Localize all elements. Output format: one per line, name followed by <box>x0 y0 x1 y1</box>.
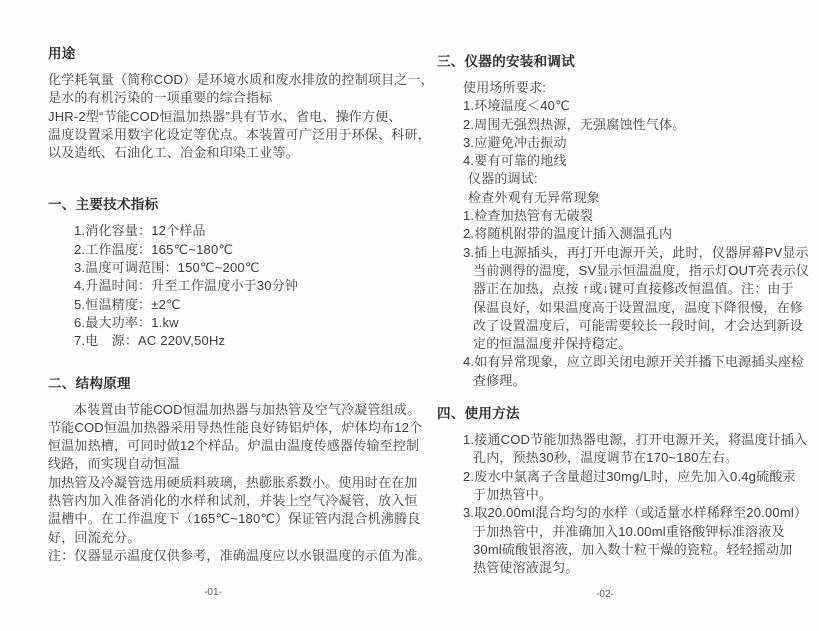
text-line: 仪器的调试: <box>468 171 538 187</box>
text-line: 孔内，预热30秒，温度调节在170~180左右。 <box>473 450 739 466</box>
text-line: 热管内加入准备消化的水样和试剂，并装上空气冷凝管，放入恒 <box>48 493 418 509</box>
section-heading-installation-debugging: 三、仪器的安装和调试 <box>437 54 575 69</box>
text-line: 2.周围无强烈热源，无强腐蚀性气体。 <box>463 116 686 132</box>
section-usage <box>48 44 434 162</box>
text-line: 3.插上电源插头，再打开电源开关，此时，仪器屏幕PV显示 <box>463 244 809 260</box>
section-body-technical-specs <box>48 222 400 350</box>
page-number-02: -02- <box>596 589 614 600</box>
text-line: 节能COD恒温加热器采用导热性能良好铸铝炉体，炉体均布12个 <box>48 419 423 435</box>
text-line: 好，回流充分。 <box>48 529 141 545</box>
section-heading-technical-specs: 一、主要技术指标 <box>48 197 159 213</box>
section-structure-principle <box>48 374 431 566</box>
text-line: 改了设置温度后，可能需要较长一段时间，才会达到新设 <box>473 317 804 333</box>
text-line: 2.将随机附带的温度计插入测温孔内 <box>463 226 673 242</box>
text-line: 定的恒温温度并保持稳定。 <box>473 336 632 352</box>
text-line: JHR-2型“节能COD恒温加热器”具有节水、省电、操作方便、 <box>48 108 402 124</box>
text-line: 本装置由节能COD恒温加热器与加热管及空气冷凝管组成。 <box>74 401 421 417</box>
page-01-column <box>48 44 434 565</box>
section-heading-structure-principle: 二、结构原理 <box>48 375 131 391</box>
text-line: 当前测得的温度，SV显示恒温温度，指示灯OUT亮表示仪 <box>473 262 810 278</box>
section-body-installation-debugging <box>437 79 810 390</box>
text-line: 1.消化容量：12个样品 <box>74 223 206 239</box>
text-line: 使用场所要求: <box>463 80 547 95</box>
text-line: 器正在加热，点按 ↑或↓键可直接修改恒温值。注：由于 <box>473 281 794 297</box>
text-line: 3.应避免冲击振动 <box>463 134 567 150</box>
text-line: 加热管及冷凝管选用硬质料玻璃，热膨胀系数小。使用时在在加 <box>48 474 418 490</box>
section-body-usage-method <box>437 431 807 577</box>
text-line: 3.温度可调范围：150℃~200℃ <box>74 260 260 276</box>
text-line: 以及造纸、石油化工、冶金和印染工业等。 <box>48 145 299 161</box>
text-line: 是水的有机污染的一项重要的综合指标 <box>48 90 273 106</box>
text-line: 6.最大功率：1.kw <box>74 314 179 330</box>
section-body-structure-principle <box>48 401 431 566</box>
text-line: 于加热管中。 <box>473 486 553 502</box>
text-line: 3.取20.00ml混合均匀的水样（或适量水样稀释至20.00ml） <box>463 505 808 521</box>
section-body-usage <box>48 71 434 162</box>
text-line: 温度设置采用数字化设定等优点。本装置可广泛用于环保、科研， <box>48 126 431 142</box>
text-line: 注：仪器显示温度仅供参考，准确温度应以水银温度的示值为准。 <box>48 547 431 563</box>
text-line: 30ml硫酸银溶液，加入数十粒干燥的瓷粒。轻轻摇动加 <box>473 541 793 557</box>
text-line: 检查外观有无异常现象 <box>468 189 601 205</box>
text-line: 4.如有异常现象，应立即关闭电源开关并播下电源插头座检 <box>463 354 805 370</box>
text-line: 1.环境温度＜40℃ <box>463 98 570 114</box>
text-line: 温槽中。在工作温度下（165℃~180℃）保证管内混合机沸腾良 <box>48 511 421 527</box>
section-technical-specs <box>48 195 400 350</box>
text-line: 2.废水中氯离子含量超过30mg/L时，应先加入0.4g硫酸汞 <box>463 468 796 484</box>
text-line: 化学耗氧量（简称COD）是环境水质和废水排放的控制项目之一， <box>48 72 434 87</box>
text-line: 热管使溶液混匀。 <box>473 560 579 576</box>
text-line: 1.检查加热管有无破裂 <box>463 208 594 224</box>
section-heading-usage-method: 四、使用方法 <box>437 406 520 422</box>
text-line: 于加热管中，并准确加入10.00ml重铬酸钾标准溶液及 <box>473 523 785 539</box>
text-line: 2.工作温度：165℃~180℃ <box>74 241 234 257</box>
text-line: 保温良好，如果温度高于设置温度，温度下降很慢，在修 <box>473 299 804 315</box>
section-installation-debugging <box>437 52 810 390</box>
text-line: 线路，而实现自动恒温 <box>48 456 181 472</box>
text-line: 4.升温时间：升至工作温度小于30分钟 <box>74 278 299 294</box>
section-usage-method <box>437 404 807 577</box>
section-heading-usage: 用途 <box>48 46 76 61</box>
text-line: 5.恒温精度：±2℃ <box>74 296 181 312</box>
text-line: 1.接通COD节能加热器电源，打开电源开关，将温度计插入 <box>463 432 808 448</box>
page-number-01: -01- <box>204 587 222 598</box>
text-line: 7.电 源：AC 220V,50Hz <box>74 333 226 349</box>
text-line: 查修理。 <box>473 372 526 388</box>
text-line: 4.要有可靠的地线 <box>463 153 567 169</box>
text-line: 恒温加热槽，可同时做12个样品。炉温由温度传感器传输至控制 <box>48 438 420 454</box>
page-02-column <box>437 52 810 577</box>
